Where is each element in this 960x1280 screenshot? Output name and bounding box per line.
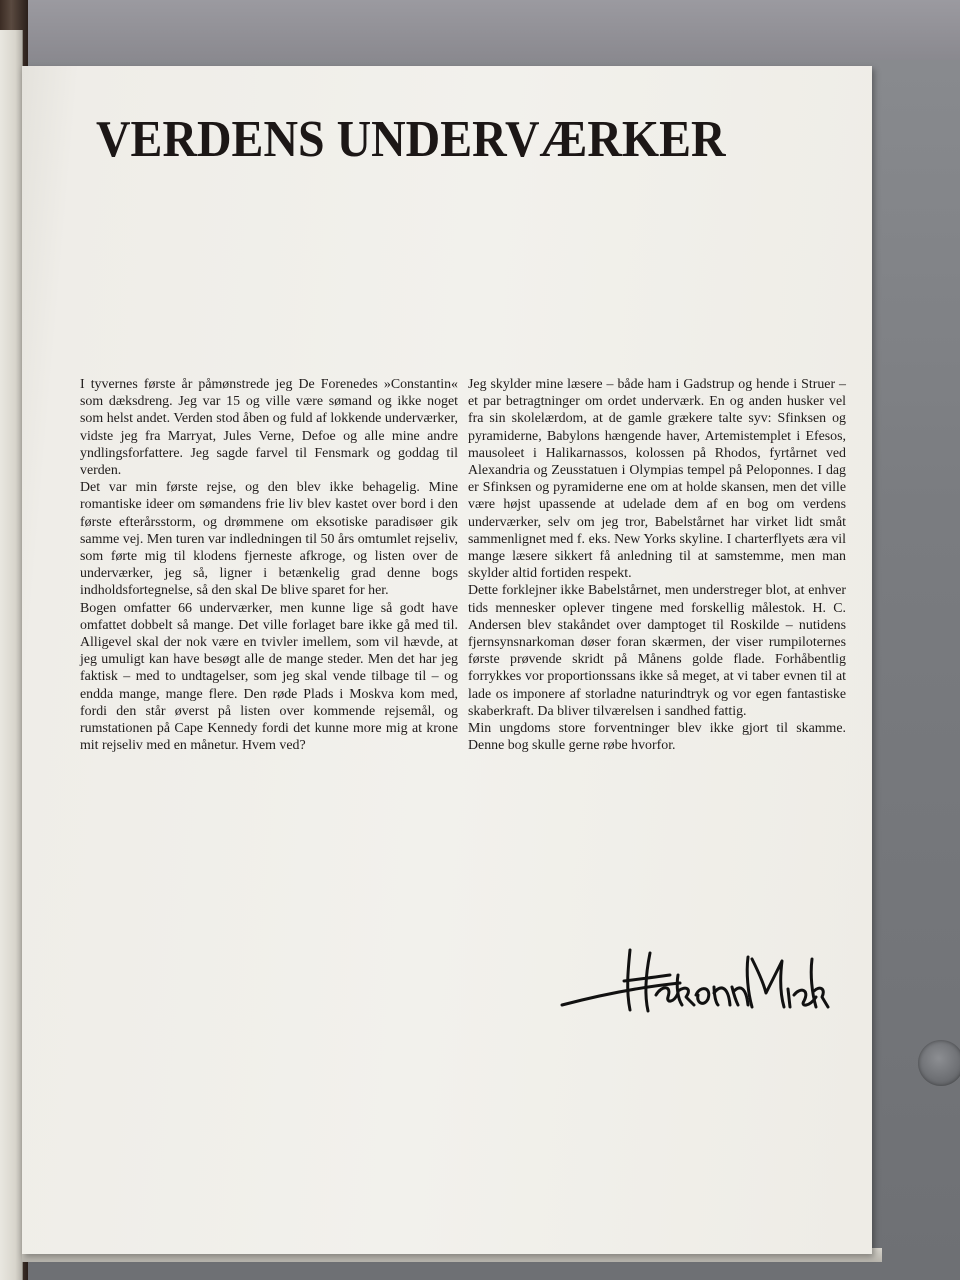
text-column-left	[80, 376, 458, 754]
table-background	[0, 0, 960, 60]
paragraph: I tyvernes første år påmønstrede jeg De Forenedes »Constantin« som dæksdreng. Jeg var 15 og ville være sømand og ikke noget som helst andet. Verden stod åben og fuld af lokkende underværker, vidste jeg fra Marryat, Jules Verne, Defoe og alle mine andre yndlingsforfattere. Jeg sagde farvel til Fensmark og goddag til verden.	[80, 377, 458, 479]
left-page-edge	[0, 30, 23, 1280]
paragraph: Dette forklejner ikke Babelstårnet, men understreger blot, at enhver tids mennesker oplever tingene med forskellig målestok. H. C. Andersen blev stakåndet over damptoget til Roskilde – nutidens fjernsynsnarkoman døser foran skærmen, der viser rumpiloternes første prøvende skridt på Månens golde flade. Forhåbentlig forrykkes vor proportionssans ikke så meget, at vi taber evnen til at lade os imponere af storladne naturindtryk og vor egen fantastiske skaberkraft. Da bliver tilværelsen i sandhed fattig.	[468, 583, 846, 719]
paragraph: Bogen omfatter 66 underværker, men kunne lige så godt have omfattet dobbelt så mange. Det ville forlaget bare ikke gå med til. Alligevel skal der nok være en tvivler imellem, som vil hævde, at jeg umuligt kan have besøgt alle de mange steder. Men det har jeg faktisk – med to undtagelser, som jeg skal vende tilbage til – og endda mange, mange flere. Den røde Plads i Moskva kom med, fordi den står øverst på listen over kommende rejsemål, og rumstationen på Cape Kennedy fordi det kunne more mig at krone mit rejseliv med en månetur. Hvem ved?	[80, 600, 458, 754]
screw-head	[918, 1040, 960, 1086]
paragraph: Min ungdoms store forventninger blev ikke gjort til skamme. Denne bog skulle gerne røbe hvorfor.	[468, 721, 846, 754]
paragraph: Det var min første rejse, og den blev ikke behagelig. Mine romantiske ideer om sømandens frie liv blev kastet over bord i den første efterårsstorm, og drømmene om eksotiske paradisøer gik samme vej. Men turen var indledningen til 50 års omtumlet rejseliv, som førte mig til klodens fjerneste afkroge, og listen over de underværker, jeg så, ligner i betænkelig grad denne bogs indholdsfortegnelse, så den skal De blive sparet for her.	[80, 480, 458, 599]
page-title: VERDENS UNDERVÆRKER	[96, 111, 726, 168]
paragraph: Jeg skylder mine læsere – både ham i Gadstrup og hende i Struer – et par betragtninger om ordet underværk. En og anden husker vel fra sin skolelærdom, at de gamle grækere talte syv: Sfinksen og pyramiderne, Babylons hængende haver, Artemistemplet i Efesos, mausoleet i Halikarnassos, kolossen på Rhodos, fyrtårnet ved Alexandria og Zeusstatuen i Olympias tempel på Peloponnes. I dag er Sfinksen og pyramiderne ene om at holde skansen, men det ville være højst upassende at udelade dem af en bog om verdens underværker, selv om jeg tror, Babelstårnet har virket lidt småt sammenlignet med f. eks. New Yorks skyline. I charterflyets æra vil mange læsere sikkert få anledning til at samstemme, men man skylder altid fortiden respekt.	[468, 377, 846, 582]
author-signature	[560, 945, 830, 1030]
text-column-right	[468, 376, 846, 754]
